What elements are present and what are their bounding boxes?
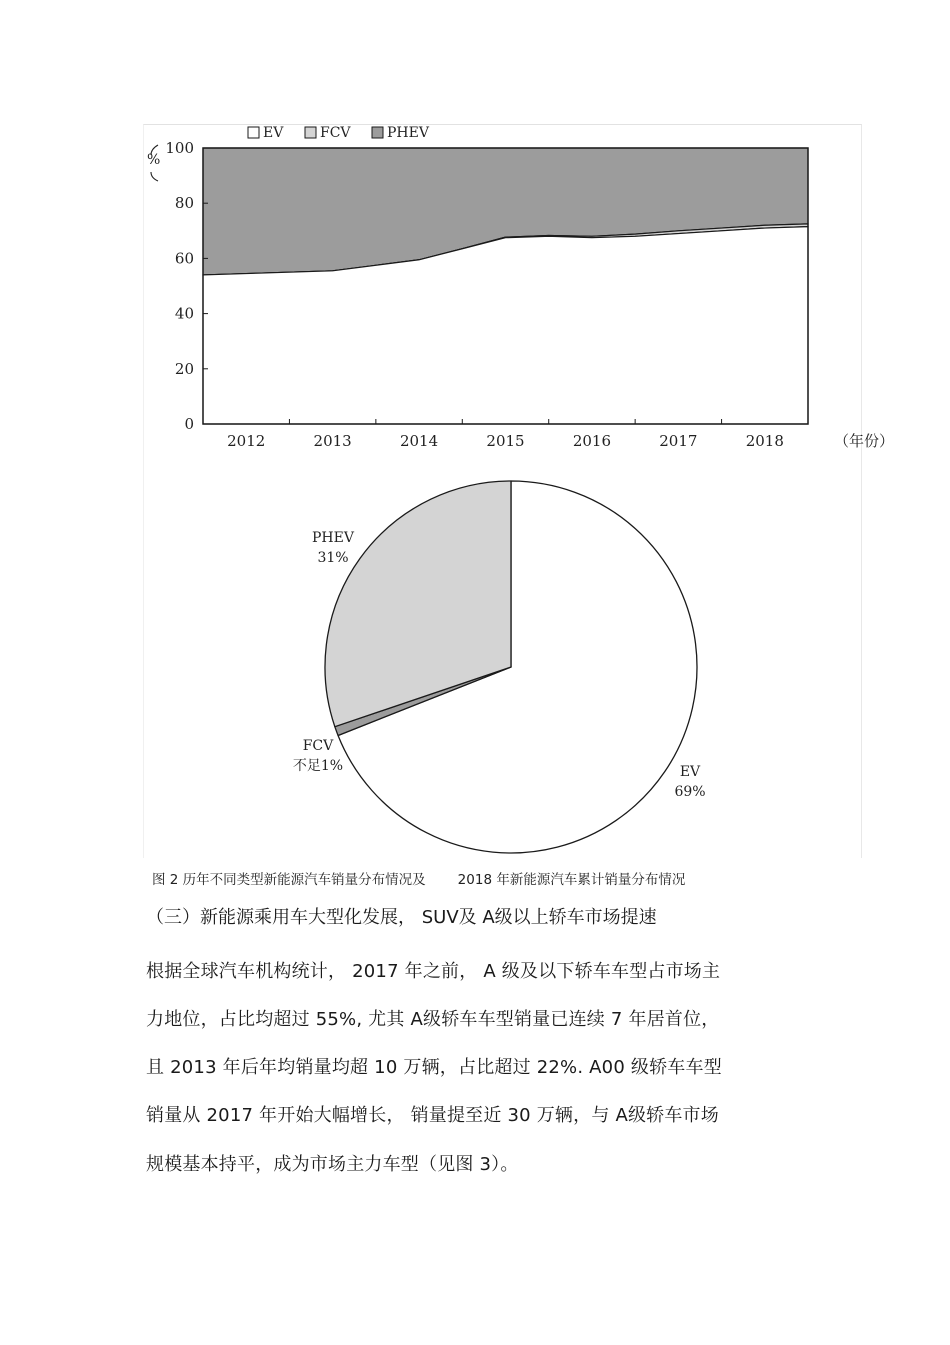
- y-axis-label: %: [147, 152, 161, 168]
- caption-part-1: 图 2 历年不同类型新能源汽车销量分布情况及: [152, 872, 426, 888]
- figure-caption: [152, 868, 685, 888]
- pie-value-phev: 31%: [317, 550, 349, 566]
- legend-swatch: [372, 127, 383, 138]
- x-tick-label: 2012: [227, 432, 266, 450]
- pie-label-fcv: FCV: [302, 738, 334, 754]
- x-tick-label: 2016: [572, 432, 612, 450]
- paragraph-line: 销量从 2017 年开始大幅增长， 销量提至近 30 万辆，与 A级轿车市场: [146, 1105, 719, 1126]
- y-axis-unit: [147, 145, 160, 181]
- caption-part-2: 2018 年新能源汽车累计销量分布情况: [457, 872, 686, 888]
- y-tick-label: 60: [174, 249, 194, 268]
- y-tick-label: 0: [184, 415, 194, 433]
- legend-swatch: [305, 127, 316, 138]
- x-tick-label: 2018: [745, 432, 784, 450]
- y-tick-label: 80: [174, 194, 194, 213]
- pie-label-ev: EV: [679, 764, 701, 780]
- y-tick-label: 100: [165, 139, 194, 157]
- pie-label-phev: PHEV: [312, 530, 354, 546]
- x-tick-label: 2017: [659, 432, 698, 450]
- paragraph-line: 规模基本持平，成为市场主力车型（见图 3）。: [146, 1154, 519, 1175]
- paragraph-line: 根据全球汽车机构统计， 2017 年之前， A 级及以下轿车车型占市场主: [146, 961, 721, 982]
- pie-value-ev: 69%: [674, 784, 706, 800]
- x-tick-label: 2015: [486, 432, 525, 450]
- y-tick-label: 40: [174, 304, 194, 323]
- pie-value-fcv: 不足1%: [292, 758, 344, 774]
- legend-label: PHEV: [387, 125, 429, 141]
- y-tick-label: 20: [174, 359, 194, 378]
- area-chart: [0, 0, 950, 470]
- pie-chart: [0, 470, 950, 860]
- legend-label: EV: [263, 125, 284, 141]
- x-axis-label: （年份）: [834, 432, 895, 450]
- legend-swatch: [248, 127, 259, 138]
- y-unit-paren-close: [151, 172, 158, 181]
- paragraph-line: 力地位，占比均超过 55%, 尤其 A级轿车车型销量已连续 7 年居首位，: [146, 1009, 720, 1030]
- x-tick-label: 2014: [399, 432, 439, 450]
- paragraph-line: 且 2013 年后年均销量均超 10 万辆，占比超过 22%. A00 级轿车车型: [146, 1057, 722, 1078]
- legend-label: FCV: [320, 125, 351, 141]
- x-tick-label: 2013: [313, 432, 352, 450]
- section-heading: （三）新能源乘用车大型化发展， SUV及 A级以上轿车市场提速: [146, 907, 657, 928]
